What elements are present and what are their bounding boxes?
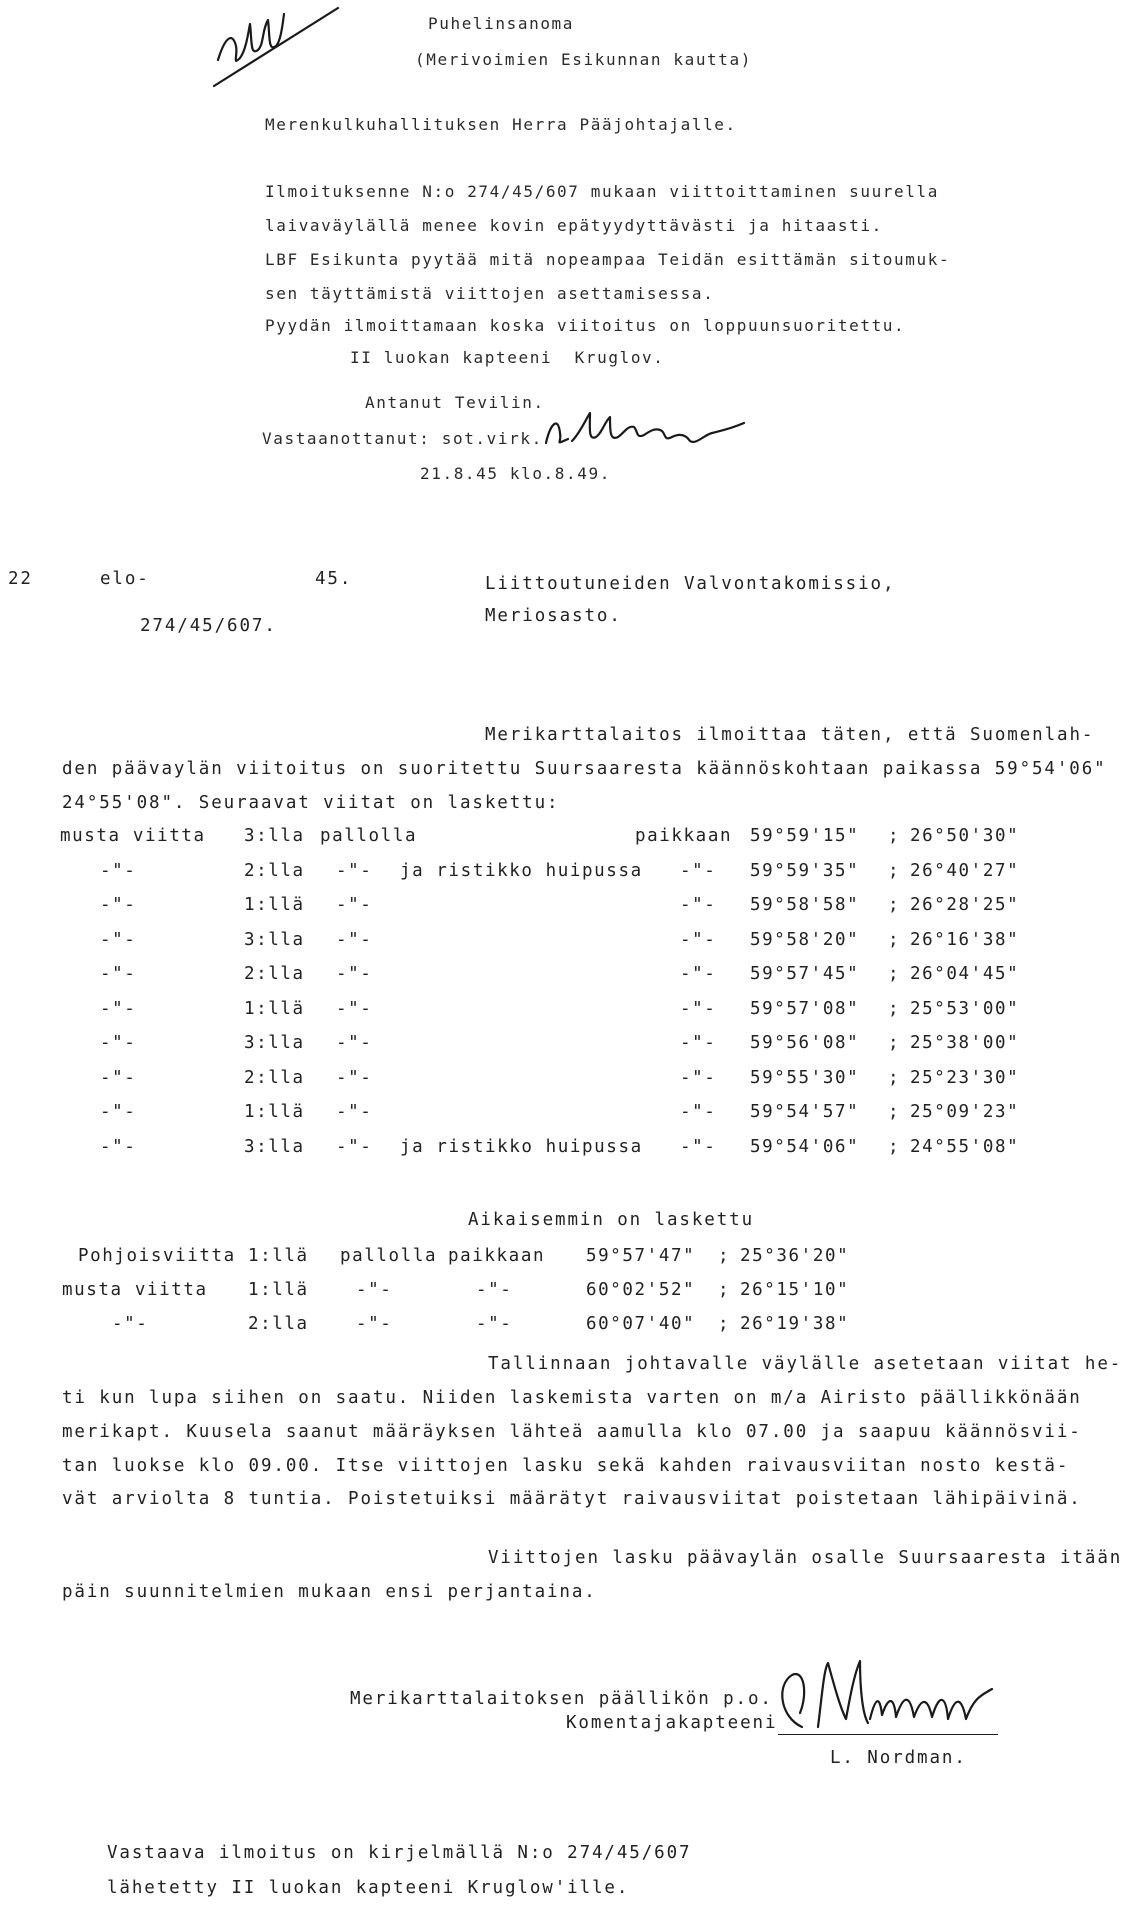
earlier-buoy-row bbox=[78, 1246, 1137, 1270]
buoy-row bbox=[60, 1033, 1130, 1057]
buoy-longitude: 25°09'23" bbox=[910, 1102, 1020, 1122]
buoy-longitude: 24°55'08" bbox=[910, 1136, 1020, 1157]
earlier-buoy-position-word: -"- bbox=[476, 1280, 513, 1300]
earlier-heading: Aikaisemmin on laskettu bbox=[468, 1210, 755, 1230]
earlier-buoy-longitude: 26°15'10" bbox=[740, 1280, 850, 1300]
buoy-separator: ; bbox=[888, 1033, 901, 1053]
telegram-given: Antanut Tevilin. bbox=[365, 393, 545, 412]
signature-name: L. Nordman. bbox=[830, 1748, 967, 1768]
earlier-buoy-marker: pallolla bbox=[340, 1246, 438, 1266]
buoy-longitude: 26°50'30" bbox=[910, 826, 1020, 846]
buoy-number: 3:lla bbox=[244, 826, 305, 846]
buoy-marker: -"- bbox=[336, 895, 373, 915]
intro-line: 24°55'08". Seuraavat viitat on laskettu: bbox=[62, 793, 560, 813]
buoy-row bbox=[60, 930, 1130, 954]
buoy-position-word: paikkaan bbox=[635, 826, 733, 846]
buoy-marker: pallolla bbox=[320, 826, 418, 846]
earlier-buoy-marker: -"- bbox=[356, 1314, 393, 1334]
earlier-buoy-latitude: 60°02'52" bbox=[586, 1280, 696, 1300]
buoy-separator: ; bbox=[888, 1136, 901, 1157]
signature-title: Merikarttalaitoksen päällikön p.o. bbox=[350, 1689, 773, 1709]
telegram-title: Puhelinsanoma bbox=[428, 14, 575, 33]
buoy-row bbox=[60, 895, 1130, 919]
intro-line: den päävaylän viitoitus on suoritettu Suursaaresta käännöskohtaan paikassa 59°54'06" bbox=[62, 759, 1107, 779]
buoy-longitude: 25°23'30" bbox=[910, 1067, 1020, 1088]
buoy-longitude: 25°53'00" bbox=[910, 998, 1020, 1019]
buoy-position-word: -"- bbox=[680, 1067, 717, 1088]
buoy-row bbox=[60, 826, 1130, 850]
buoy-marker: -"- bbox=[336, 1136, 373, 1157]
earlier-buoy-row bbox=[62, 1280, 1137, 1304]
earlier-buoy-latitude: 59°57'47" bbox=[586, 1246, 696, 1266]
paragraph-line: päin suunnitelmien mukaan ensi perjantaina. bbox=[62, 1582, 597, 1602]
buoy-longitude: 25°38'00" bbox=[910, 1033, 1020, 1053]
earlier-buoy-type: Pohjoisviitta bbox=[78, 1246, 236, 1266]
buoy-marker: -"- bbox=[336, 998, 373, 1019]
buoy-separator: ; bbox=[888, 1067, 901, 1088]
buoy-position-word: -"- bbox=[680, 929, 717, 950]
buoy-position-word: -"- bbox=[680, 964, 717, 984]
buoy-latitude: 59°58'20" bbox=[750, 929, 860, 950]
earlier-buoy-number: 1:llä bbox=[248, 1280, 309, 1300]
signature-rank: Komentajakapteeni bbox=[566, 1713, 778, 1733]
telegram-body-line: LBF Esikunta pyytää mitä nopeampaa Teidän esittämän sitoumuk- bbox=[265, 250, 951, 269]
earlier-buoy-position-word: paikkaan bbox=[448, 1246, 546, 1266]
buoy-longitude: 26°04'45" bbox=[910, 964, 1020, 984]
buoy-longitude: 26°40'27" bbox=[910, 860, 1020, 881]
telegram-body-line: laivaväylällä menee kovin epätyydyttävästi ja hitaasti. bbox=[265, 216, 883, 235]
buoy-longitude: 26°16'38" bbox=[910, 929, 1020, 950]
buoy-latitude: 59°57'45" bbox=[750, 964, 860, 984]
buoy-marker: -"- bbox=[336, 1067, 373, 1088]
buoy-type: -"- bbox=[100, 860, 137, 881]
earlier-buoy-separator: ; bbox=[718, 1246, 731, 1266]
buoy-latitude: 59°57'08" bbox=[750, 998, 860, 1019]
buoy-row bbox=[60, 1102, 1130, 1126]
buoy-position-word: -"- bbox=[680, 1136, 717, 1157]
telegram-body-line: Pyydän ilmoittamaan koska viitoitus on loppuunsuoritettu. bbox=[265, 316, 906, 335]
telegram-signed: II luokan kapteeni Kruglov. bbox=[350, 348, 665, 367]
buoy-number: 1:llä bbox=[244, 998, 305, 1019]
buoy-number: 2:lla bbox=[244, 964, 305, 984]
buoy-marker: -"- bbox=[336, 929, 373, 950]
buoy-number: 3:lla bbox=[244, 929, 305, 950]
earlier-buoy-marker: -"- bbox=[356, 1280, 393, 1300]
buoy-number: 1:llä bbox=[244, 1102, 305, 1122]
reply-month: elo- bbox=[100, 569, 150, 589]
reply-ref: 274/45/607. bbox=[140, 616, 277, 636]
buoy-marker: -"- bbox=[336, 1102, 373, 1122]
paragraph-line: Tallinnaan johtavalle väylälle asetetaan viitat he- bbox=[488, 1354, 1123, 1374]
buoy-separator: ; bbox=[888, 1102, 901, 1122]
buoy-type: -"- bbox=[100, 895, 137, 915]
buoy-number: 2:lla bbox=[244, 860, 305, 881]
reply-year: 45. bbox=[315, 569, 353, 589]
earlier-buoy-longitude: 25°36'20" bbox=[740, 1246, 850, 1266]
footer-line: lähetetty II luokan kapteeni Kruglow'ille. bbox=[107, 1878, 630, 1898]
buoy-row bbox=[60, 861, 1130, 885]
paragraph-line: ti kun lupa siihen on saatu. Niiden laskemista varten on m/a Airisto päällikkönään bbox=[62, 1388, 1082, 1408]
telegram-via: (Merivoimien Esikunnan kautta) bbox=[415, 50, 752, 69]
buoy-row bbox=[60, 964, 1130, 988]
buoy-marker: -"- bbox=[336, 860, 373, 881]
buoy-separator: ; bbox=[888, 860, 901, 881]
earlier-buoy-number: 1:llä bbox=[248, 1246, 309, 1266]
footer-line: Vastaava ilmoitus on kirjelmällä N:o 274/45/607 bbox=[107, 1843, 692, 1863]
earlier-buoy-row bbox=[78, 1314, 1137, 1338]
telegram-datetime: 21.8.45 klo.8.49. bbox=[420, 464, 611, 483]
buoy-type: -"- bbox=[100, 964, 137, 984]
telegram-received: Vastaanottanut: sot.virk. bbox=[262, 429, 543, 448]
buoy-type: musta viitta bbox=[60, 826, 206, 846]
buoy-row bbox=[60, 1137, 1130, 1161]
paragraph-line: vät arviolta 8 tuntia. Poistetuiksi määrätyt raivausviitat poistetaan lähipäivinä. bbox=[62, 1489, 1082, 1509]
receiver-handwritten-signature bbox=[540, 405, 750, 455]
earlier-buoy-separator: ; bbox=[718, 1280, 731, 1300]
earlier-buoy-type: -"- bbox=[112, 1314, 149, 1334]
buoy-number: 2:lla bbox=[244, 1067, 305, 1088]
reply-recipient: Liittoutuneiden Valvontakomissio, bbox=[485, 574, 896, 594]
buoy-number: 3:lla bbox=[244, 1033, 305, 1053]
buoy-separator: ; bbox=[888, 895, 901, 915]
buoy-type: -"- bbox=[100, 1102, 137, 1122]
buoy-extra: ja ristikko huipussa bbox=[400, 860, 643, 881]
buoy-longitude: 26°28'25" bbox=[910, 895, 1020, 915]
earlier-buoy-position-word: -"- bbox=[476, 1314, 513, 1334]
earlier-buoy-type: musta viitta bbox=[62, 1280, 208, 1300]
reply-day: 22 bbox=[8, 569, 33, 589]
buoy-position-word: -"- bbox=[680, 1033, 717, 1053]
buoy-separator: ; bbox=[888, 826, 901, 846]
reply-recipient-department: Meriosasto. bbox=[485, 606, 622, 626]
intro-line: Merikarttalaitos ilmoittaa täten, että Suomenlah- bbox=[485, 725, 1095, 745]
buoy-number: 3:lla bbox=[244, 1136, 305, 1157]
buoy-marker: -"- bbox=[336, 1033, 373, 1053]
earlier-buoy-latitude: 60°07'40" bbox=[586, 1314, 696, 1334]
buoy-extra: ja ristikko huipussa bbox=[400, 1136, 643, 1157]
buoy-row bbox=[60, 1068, 1130, 1092]
buoy-position-word: -"- bbox=[680, 1102, 717, 1122]
buoy-type: -"- bbox=[100, 929, 137, 950]
buoy-type: -"- bbox=[100, 1136, 137, 1157]
telegram-body-line: sen täyttämistä viittojen asettamisessa. bbox=[265, 284, 715, 303]
buoy-type: -"- bbox=[100, 998, 137, 1019]
buoy-separator: ; bbox=[888, 964, 901, 984]
telegram-body-line: Ilmoituksenne N:o 274/45/607 mukaan viittoittaminen suurella bbox=[265, 182, 939, 201]
buoy-position-word: -"- bbox=[680, 860, 717, 881]
paragraph-line: Viittojen lasku päävaylän osalle Suursaaresta itään bbox=[488, 1548, 1123, 1568]
buoy-type: -"- bbox=[100, 1067, 137, 1088]
buoy-latitude: 59°54'06" bbox=[750, 1136, 860, 1157]
buoy-number: 1:llä bbox=[244, 895, 305, 915]
paragraph-line: tan luokse klo 09.00. Itse viittojen lasku sekä kahden raivausviitan nosto kestä- bbox=[62, 1456, 1070, 1476]
buoy-latitude: 59°55'30" bbox=[750, 1067, 860, 1088]
handwritten-initials-signature bbox=[210, 0, 350, 100]
buoy-latitude: 59°59'35" bbox=[750, 860, 860, 881]
buoy-latitude: 59°58'58" bbox=[750, 895, 860, 915]
earlier-buoy-separator: ; bbox=[718, 1314, 731, 1334]
buoy-separator: ; bbox=[888, 998, 901, 1019]
buoy-marker: -"- bbox=[336, 964, 373, 984]
earlier-buoy-longitude: 26°19'38" bbox=[740, 1314, 850, 1334]
paragraph-line: merikapt. Kuusela saanut määräyksen lähteä aamulla klo 07.00 ja saapuu käännösvii- bbox=[62, 1422, 1082, 1442]
buoy-separator: ; bbox=[888, 929, 901, 950]
buoy-latitude: 59°56'08" bbox=[750, 1033, 860, 1053]
earlier-buoy-number: 2:lla bbox=[248, 1314, 309, 1334]
buoy-row bbox=[60, 999, 1130, 1023]
buoy-latitude: 59°54'57" bbox=[750, 1102, 860, 1122]
buoy-position-word: -"- bbox=[680, 895, 717, 915]
buoy-position-word: -"- bbox=[680, 998, 717, 1019]
nordman-handwritten-signature bbox=[770, 1635, 1010, 1750]
buoy-latitude: 59°59'15" bbox=[750, 826, 860, 846]
telegram-addressee: Merenkulkuhallituksen Herra Pääjohtajalle. bbox=[265, 115, 737, 134]
buoy-type: -"- bbox=[100, 1033, 137, 1053]
